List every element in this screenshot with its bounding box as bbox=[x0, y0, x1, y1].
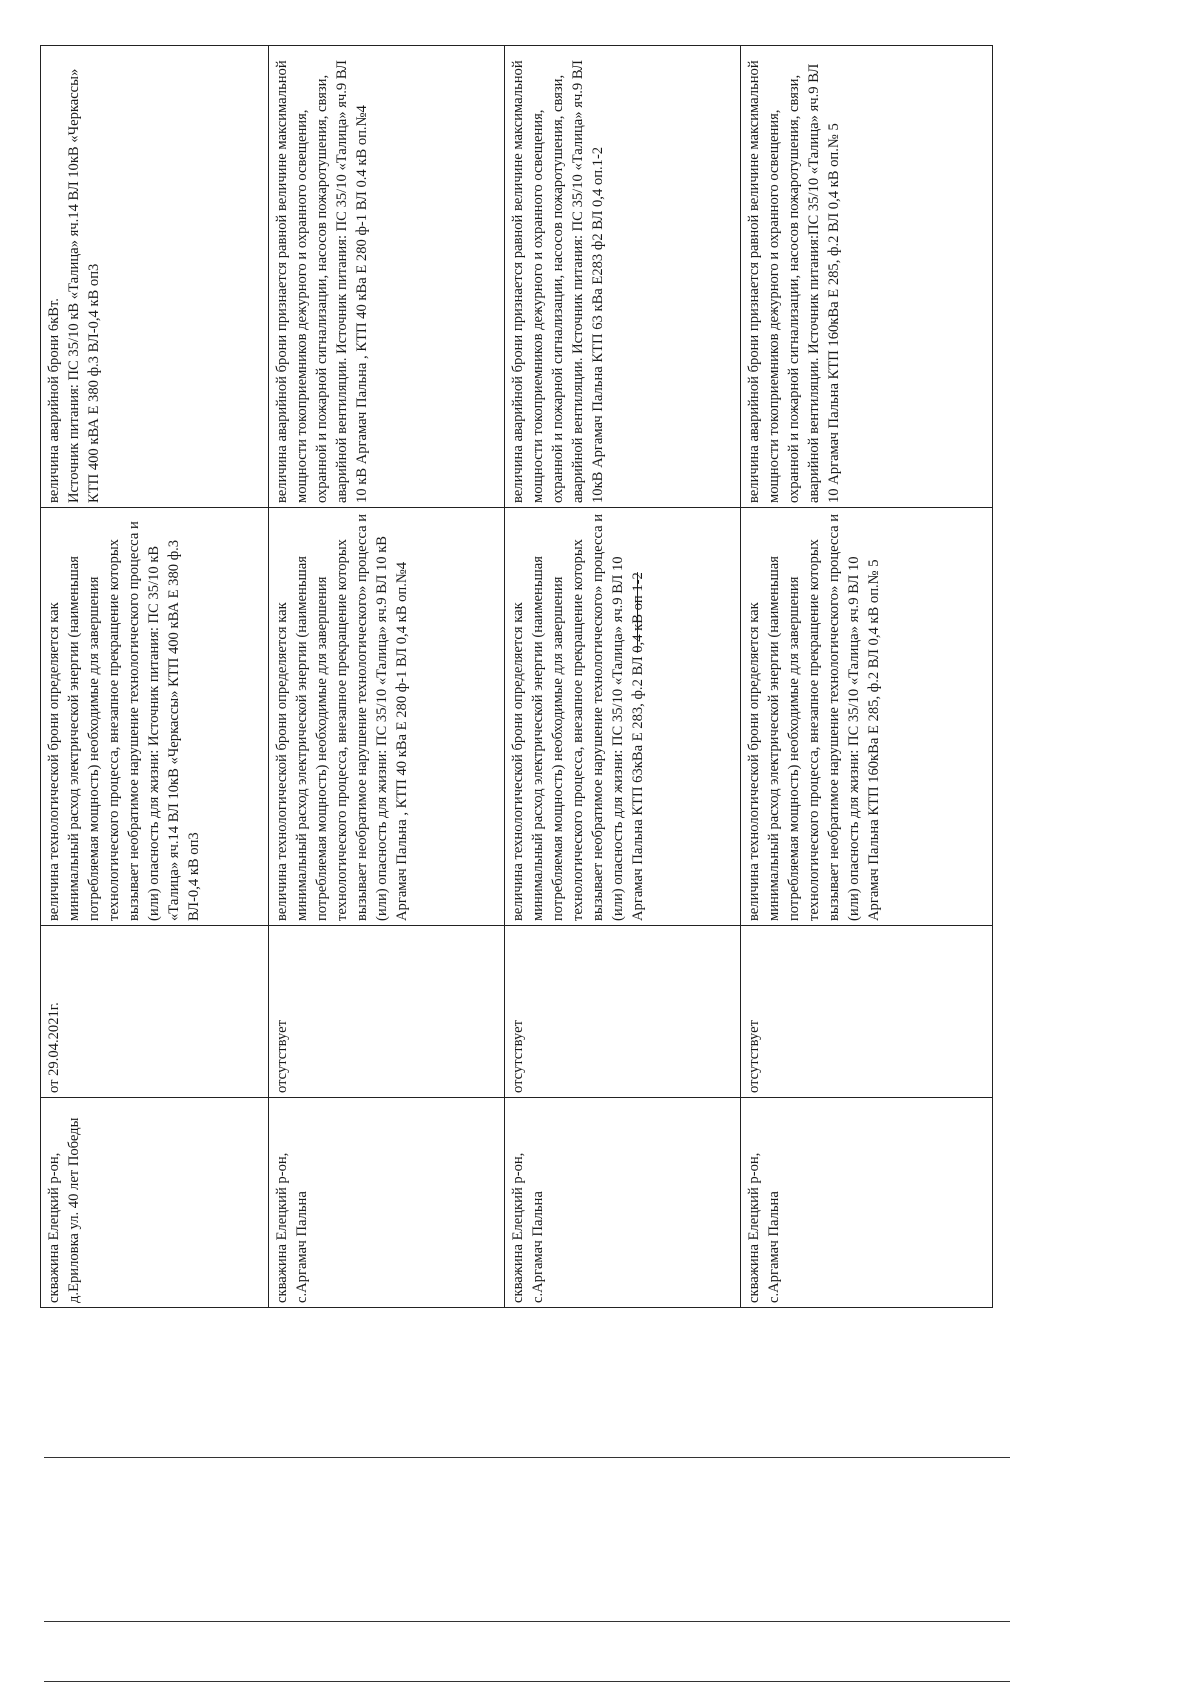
technological-reserve-cell: величина технологической брони определяется как минимальный расход электрической энергии (наименьшая потребляемая мощность) необходимые для завершения технологического процесса, внезапное прекращение которых вызывает необратимое нарушение технологического» процесса и (или) опасность для жизни: ПС 35/10 «Талица» яч.9 ВЛ 10 Аргамач Пальна КТП 160кВа Е 285, ф.2 ВЛ 0,4 кВ оп.№ 5 bbox=[741, 508, 993, 926]
table-row bbox=[41, 46, 269, 1308]
rotated-table-container bbox=[40, 46, 992, 1308]
technological-reserve-cell bbox=[505, 508, 741, 926]
act-cell: отсутствует bbox=[505, 926, 741, 1098]
struck-out-text: 0,4 кВ оп 1-2 bbox=[630, 572, 646, 653]
location-cell: скважина Елецкий р-он, д.Ериловка ул. 40 лет Победы bbox=[41, 1098, 269, 1308]
table-row bbox=[741, 46, 993, 1308]
horizontal-rule bbox=[44, 1621, 1010, 1622]
horizontal-rule bbox=[44, 1457, 1010, 1458]
emergency-reserve-cell: величина аварийной брони признается равной величине максимальной мощности токоприемников дежурного и охранного освещения, охранной и пожарной сигнализации, насосов пожаротушения, связи, аварийной вентиляции. Источник питания: ПС 35/10 «Талица» яч.9 ВЛ 10 кВ Аргамач Пальна , КТП 40 кВа Е 280 ф-1 ВЛ 0.4 кВ оп.№4 bbox=[269, 46, 505, 508]
location-cell: скважина Елецкий р-он, с.Аргамач Пальна bbox=[505, 1098, 741, 1308]
technological-text: величина технологической брони определяется как минимальный расход электрической энергии (наименьшая потребляемая мощность) необходимые для завершения технологического процесса, внезапное прекращение которых вызывает необратимое нарушение технологического» процесса и (или) опасность для жизни: ПС 35/10 «Талица» яч.9 ВЛ 10 Аргамач Пальна КТП 63кВа Е 283, ф.2 ВЛ bbox=[510, 513, 646, 921]
emergency-reserve-cell: величина аварийной брони признается равной величине максимальной мощности токоприемников дежурного и охранного освещения, охранной и пожарной сигнализации, насосов пожаротушения, связи, аварийной вентиляции. Источник питания: ПС 35/10 «Талица» яч.9 ВЛ 10кВ Аргамач Пальна КТП 63 кВа Е283 ф2 ВЛ 0,4 оп.1-2 bbox=[505, 46, 741, 508]
location-cell: скважина Елецкий р-он, с.Аргамач Пальна bbox=[741, 1098, 993, 1308]
reserve-table bbox=[40, 45, 993, 1308]
technological-reserve-cell: величина технологической брони определяется как минимальный расход электрической энергии (наименьшая потребляемая мощность) необходимые для завершения технологического процесса, внезапное прекращение которых вызывает необратимое нарушение технологического» процесса и (или) опасность для жизни: ПС 35/10 «Талица» яч.9 ВЛ 10 кВ Аргамач Пальна , КТП 40 кВа Е 280 ф-1 ВЛ 0,4 кВ оп.№4 bbox=[269, 508, 505, 926]
horizontal-rule bbox=[44, 1681, 1010, 1682]
act-cell: от 29.04.2021г. bbox=[41, 926, 269, 1098]
table-row bbox=[505, 46, 741, 1308]
emergency-reserve-cell: величина аварийной брони признается равной величине максимальной мощности токоприемников дежурного и охранного освещения, охранной и пожарной сигнализации, насосов пожаротушения, связи, аварийной вентиляции. Источник питания:ПС 35/10 «Талица» яч.9 ВЛ 10 Аргамач Пальна КТП 160кВа Е 285, ф.2 ВЛ 0,4 кВ оп.№ 5 bbox=[741, 46, 993, 508]
emergency-reserve-cell: величина аварийной брони 6кВт. Источник питания: ПС 35/10 кВ «Талица» яч.14 ВЛ 10кВ «Черкассы» КТП 400 кВА Е 380 ф.3 ВЛ-0,4 кВ оп3 bbox=[41, 46, 269, 508]
technological-reserve-cell: величина технологической брони определяется как минимальный расход электрической энергии (наименьшая потребляемая мощность) необходимые для завершения технологического процесса, внезапное прекращение которых вызывает необратимое нарушение технологического процесса и (или) опасность для жизни: Источник питания: ПС 35/10 кВ «Талица» яч.14 ВЛ 10кВ «Черкассы» КТП 400 кВА Е 380 ф.3 ВЛ-0,4 кВ оп3 bbox=[41, 508, 269, 926]
table-row bbox=[269, 46, 505, 1308]
act-cell: отсутствует bbox=[741, 926, 993, 1098]
act-cell: отсутствует bbox=[269, 926, 505, 1098]
location-cell: скважина Елецкий р-он, с.Аргамач Пальна bbox=[269, 1098, 505, 1308]
